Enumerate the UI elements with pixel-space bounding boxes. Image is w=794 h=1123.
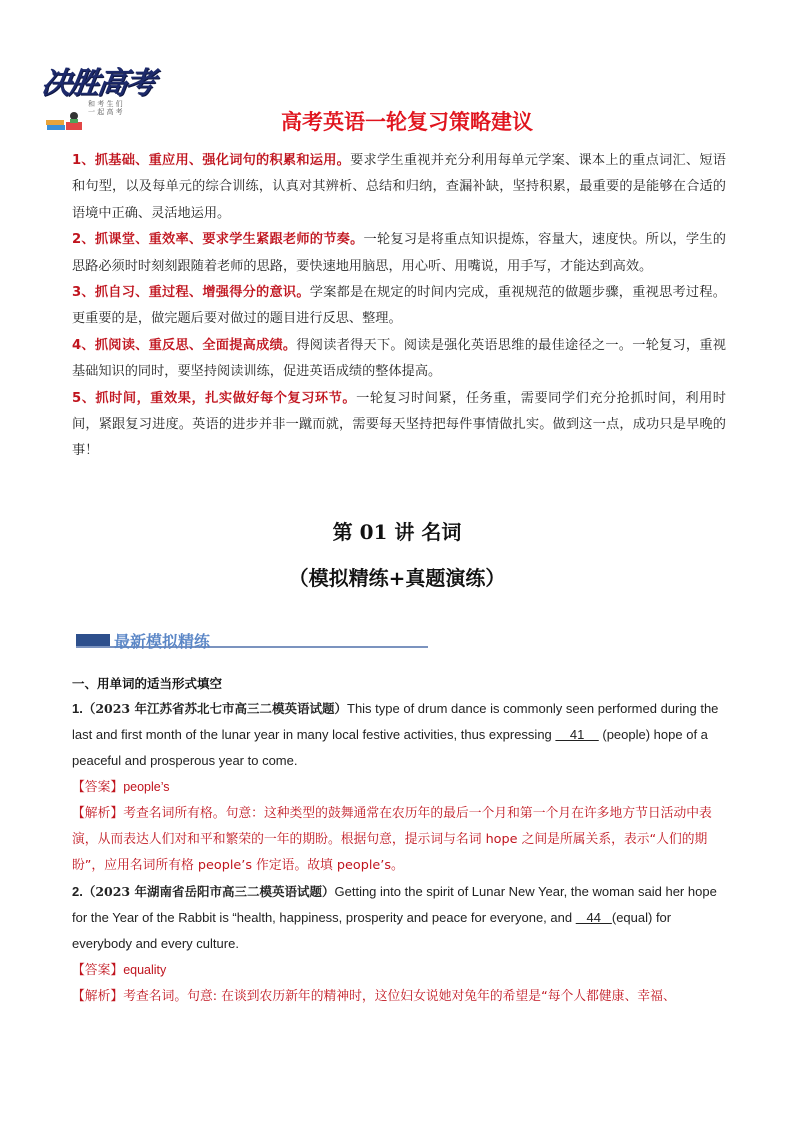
strategy-item: [72, 333, 726, 386]
strategy-highlight: 3、抓自习、重过程、增强得分的意识。: [72, 285, 310, 301]
answer-value: equality: [123, 963, 167, 977]
strategy-highlight: 2、抓课堂、重效率、要求学生紧跟老师的节奏。: [72, 232, 364, 248]
question-blank: 44: [575, 910, 612, 925]
question-text: Getting into the spirit of Lunar New Year, the woman said her hope for the Year of the Rabbit is “health, happiness, prosperity and peace for everyone, and: [72, 884, 717, 925]
question-number: 1.: [72, 701, 83, 716]
explanation-text: 考查名词。句意: 在谈到农历新年的精神时，这位妇女说她对兔年的希望是“每个人都健康、幸福、: [123, 989, 676, 1004]
section-marker: [76, 634, 110, 646]
strategy-highlight: 5、抓时间，重效果，扎实做好每个复习环节。: [72, 390, 357, 406]
question-text: This type of drum dance is commonly seen performed during the last and first month of the lunar year in many local festive activities, thus expressing: [72, 701, 719, 742]
strategy-item: [72, 148, 726, 227]
question-source: （2023 年江苏省苏北七市高三二模英语试题）: [82, 701, 347, 716]
question: [72, 879, 726, 957]
strategy-text: 学案都是在规定的时间内完成，重视规范的做题步骤，重视思考过程。更重要的是，做完题后要对做过的题目进行反思、整理。: [72, 285, 726, 327]
explanation-tag: 【解析】: [72, 806, 124, 821]
question-blank: 41: [555, 727, 599, 742]
explanation-text: 考查名词所有格。句意：这种类型的鼓舞通常在农历年的最后一个月和第一个月在许多地方节日活动中表演，从而表达人们对和平和繁荣的一年的期盼。根据句意，提示词与名词 hope 之间是所属关系，表示“人们的期盼”，应用名词所有格 people’s 作定语。故填 people’s。: [72, 806, 712, 873]
page-title: 高考英语一轮复习策略建议: [281, 110, 533, 134]
answer-value: people’s: [123, 780, 170, 794]
question-source: （2023 年湖南省岳阳市高三二模英语试题）: [82, 884, 335, 899]
question-text: (people) hope of a peaceful and prosperous year to come.: [72, 727, 708, 768]
strategy-text: 得阅读者得天下。阅读是强化英语思维的最佳途径之一。一轮复习，重视基础知识的同时，要坚持阅读训练，促进英语成绩的整体提高。: [72, 337, 726, 380]
explanation: [72, 984, 726, 1010]
exercise-heading: 一、用单词的适当形式填空: [72, 676, 223, 691]
strategy-item: [72, 386, 726, 465]
strategy-item: [72, 280, 726, 333]
logo-text: 决胜高考: [39, 66, 156, 101]
strategy-text: 一轮复习时间紧，任务重，需要同学们充分抢抓时间，利用时间，紧跟复习进度。英语的进步并非一蹴而就，需要每天坚持把每件事情做扎实。做到这一点，成功只是早晚的事！: [72, 390, 726, 459]
explanation: [72, 801, 726, 879]
strategy-list: [72, 148, 726, 465]
lecture-title: 第 01 讲 名词: [332, 520, 462, 544]
answer-tag: 【答案】: [72, 780, 124, 795]
logo-subtitle: 和 考 生 们 一 起 高 考: [88, 100, 123, 116]
section-header: [76, 630, 428, 656]
question-number: 2.: [72, 884, 83, 899]
answer: [72, 774, 726, 801]
strategy-highlight: 1、抓基础、重应用、强化词句的积累和运用。: [72, 153, 351, 168]
strategy-text: 要求学生重视并充分利用每单元学案、课本上的重点词汇、短语和句型，以及每单元的综合训练，认真对其辨析、总结和归纳，查漏补缺，坚持积累，最重要的是能够在合适的语境中正确、灵活地运用。: [72, 153, 726, 221]
answer-tag: 【答案】: [72, 963, 124, 978]
explanation-tag: 【解析】: [72, 989, 124, 1004]
strategy-item: [72, 227, 726, 280]
strategy-text: 一轮复习是将重点知识提炼，容量大，速度快。所以，学生的思路必须时时刻刻跟随着老师的思路，要快速地用脑思，用心听、用嘴说，用手写，才能达到高效。: [72, 232, 726, 274]
strategy-highlight: 4、抓阅读、重反思、全面提高成绩。: [72, 337, 297, 353]
section-label: 最新模拟精练: [114, 632, 211, 651]
question: [72, 696, 726, 774]
question-text: (equal) for everybody and every culture.: [72, 910, 672, 951]
answer: [72, 957, 726, 984]
lecture-subtitle: （模拟精练+真题演练）: [288, 566, 506, 590]
exercise-content: [72, 672, 726, 1010]
